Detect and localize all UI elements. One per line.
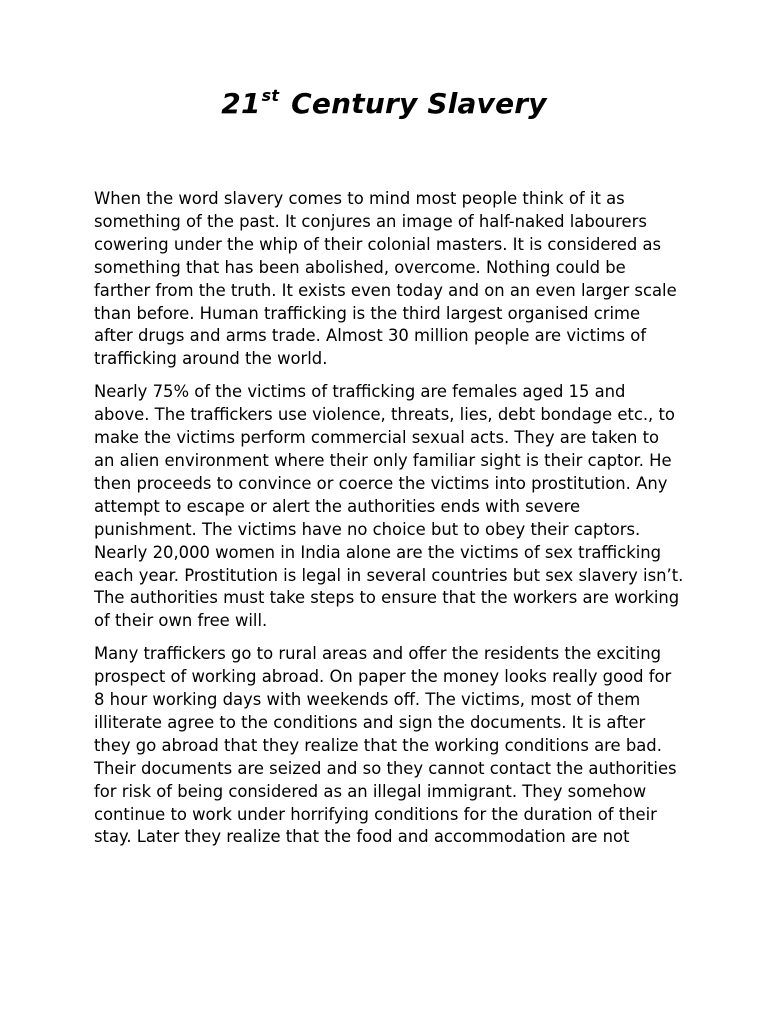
document-body: [94, 188, 684, 859]
paragraph-1: When the word slavery comes to mind most people think of it as something of the past. It conjures an image of half-naked labourers cowering under the whip of their colonial masters. It is considered as something that has been abolished, overcome. Nothing could be farther from the truth. It exists even today and on an even larger scale than before. Human trafficking is the third largest organised crime after drugs and arms trade. Almost 30 million people are victims of trafficking around the world.: [94, 189, 677, 369]
paragraph-3: Many traffickers go to rural areas and offer the residents the exciting prospect of working abroad. On paper the money looks really good for 8 hour working days with weekends off. The victims, most of them illiterate agree to the conditions and sign the documents. It is after they go abroad that they realize that the working conditions are bad. Their documents are seized and so they cannot contact the authorities for risk of being considered as an illegal immigrant. They somehow continue to work under horrifying conditions for the duration of their stay. Later they realize that the food and accommodation are not: [94, 644, 677, 847]
title-text: Century Slavery: [291, 87, 547, 120]
title-number: 21: [221, 87, 261, 120]
paragraph-2: Nearly 75% of the victims of trafficking are females aged 15 and above. The traffickers use violence, threats, lies, debt bondage etc., to make the victims perform commercial sexual acts. They are taken to an alien environment where their only familiar sight is their captor. He then proceeds to convince or coerce the victims into prostitution. Any attempt to escape or alert the authorities ends with severe punishment. The victims have no choice but to obey their captors. Nearly 20,000 women in India alone are the victims of sex trafficking each year. Prostitution is legal in several countries but sex slavery isn’t. The authorities must take steps to ensure that the workers are working of their own free will.: [94, 382, 684, 631]
document-title: [0, 84, 768, 124]
title-ordinal-suffix: st: [261, 86, 280, 105]
